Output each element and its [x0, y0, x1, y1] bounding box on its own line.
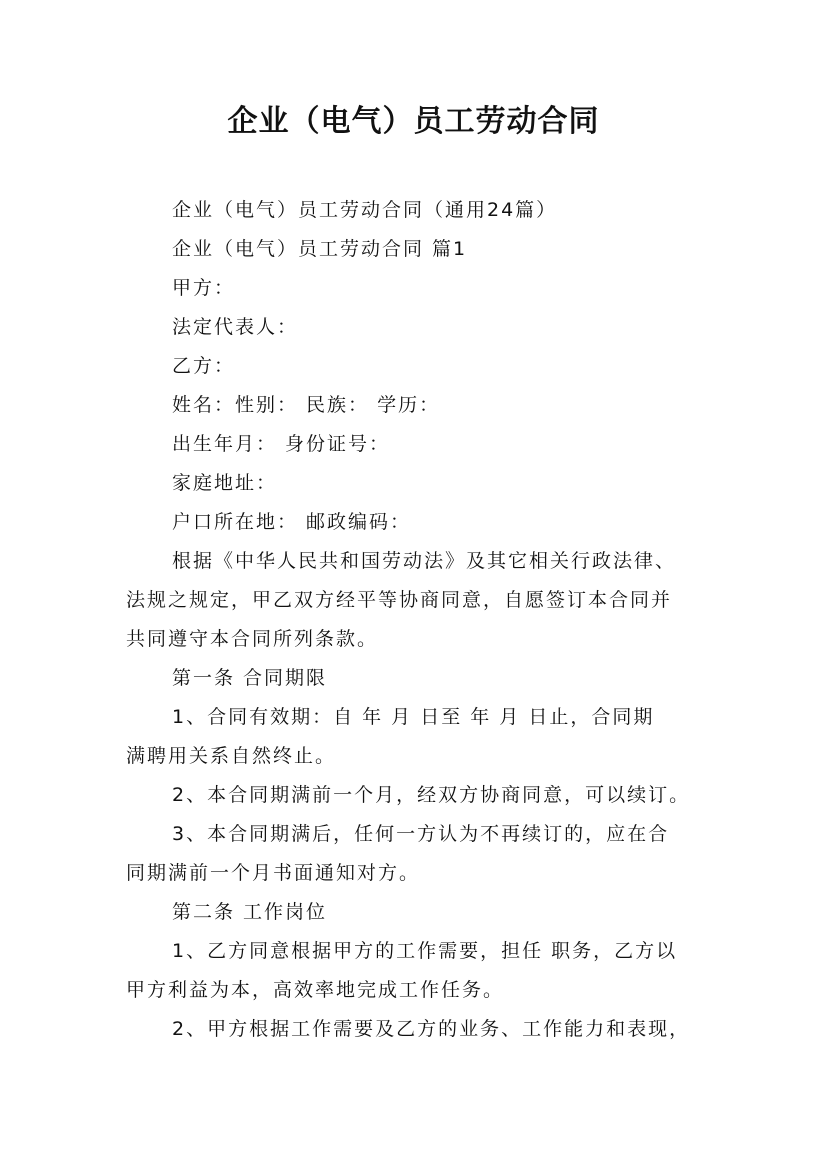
- party-b-line: 乙方：: [172, 355, 236, 377]
- personal-info-line: 姓名：性别： 民族： 学历：: [172, 394, 441, 416]
- section-heading-part1: 企业（电气）员工劳动合同 篇1: [172, 238, 468, 260]
- body-paragraph-line: 3、本合同期满后，任何一方认为不再续订的，应在合: [172, 823, 670, 845]
- body-paragraph-line: 2、甲方根据工作需要及乙方的业务、工作能力和表现，: [172, 1018, 691, 1040]
- household-postcode-line: 户口所在地： 邮政编码：: [172, 511, 412, 533]
- body-paragraph-line: 同期满前一个月书面通知对方。: [126, 862, 421, 884]
- legal-representative-line: 法定代表人：: [172, 316, 299, 338]
- subtitle-collection: 企业（电气）员工劳动合同（通用24篇）: [172, 199, 558, 221]
- body-paragraph-line: 1、乙方同意根据甲方的工作需要，担任 职务，乙方以: [172, 940, 678, 962]
- home-address-line: 家庭地址：: [172, 472, 278, 494]
- article-heading: 第一条 合同期限: [172, 667, 328, 689]
- body-paragraph-line: 满聘用关系自然终止。: [126, 745, 337, 767]
- article-heading: 第二条 工作岗位: [172, 901, 328, 923]
- body-paragraph-line: 1、合同有效期：自 年 月 日至 年 月 日止，合同期: [172, 706, 655, 728]
- body-paragraph-line: 共同遵守本合同所列条款。: [126, 628, 379, 650]
- body-paragraph-line: 2、本合同期满前一个月，经双方协商同意，可以续订。: [172, 784, 691, 806]
- body-paragraph-line: 法规之规定，甲乙双方经平等协商同意，自愿签订本合同并: [126, 589, 673, 611]
- document-title: 企业（电气）员工劳动合同: [227, 104, 600, 139]
- party-a-line: 甲方：: [172, 277, 236, 299]
- body-paragraph-line: 甲方利益为本，高效率地完成工作任务。: [126, 979, 505, 1001]
- body-paragraph-line: 根据《中华人民共和国劳动法》及其它相关行政法律、: [172, 550, 677, 572]
- birth-id-line: 出生年月： 身份证号：: [172, 433, 391, 455]
